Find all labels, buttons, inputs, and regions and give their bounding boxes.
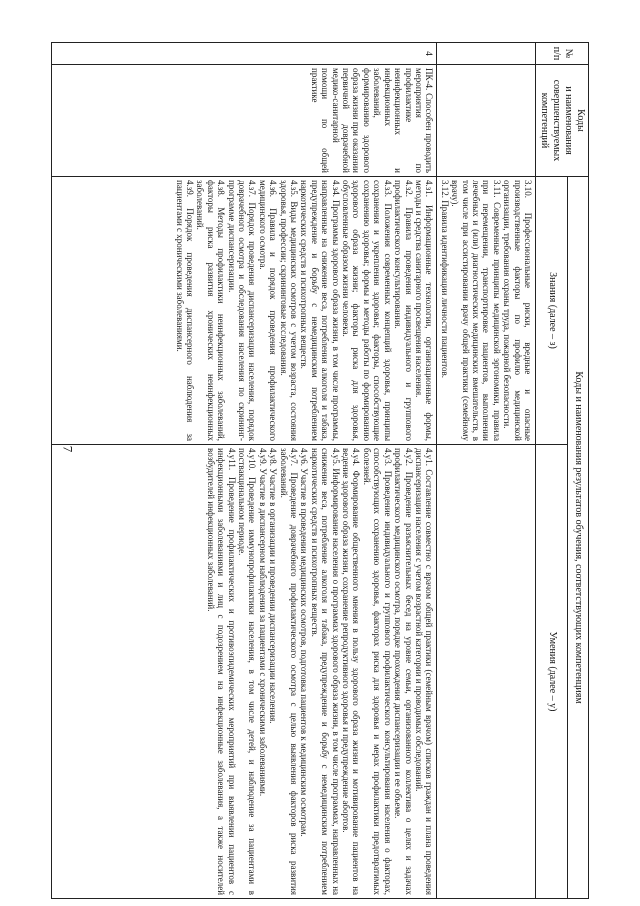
cell-competency-empty bbox=[437, 65, 536, 177]
row-number: 4 bbox=[52, 43, 437, 65]
list-item: 4.з7. Порядок проведения диспансеризации населения, порядок доврачебного осмотра и обследования населения по скрининг-программе диспансеризации. bbox=[226, 180, 258, 441]
header-competency-codes: Коды и наименования совершенствуемых компетенций bbox=[536, 65, 589, 177]
list-item: 4.у7. Проведение доврачебного профилактического осмотра с целью выявления факторов риска развития заболеваний. bbox=[278, 448, 300, 896]
list-item: 4.з9. Порядок проведения диспансерного наблюдения за пациентами с хроническими заболеваниями. bbox=[174, 180, 195, 441]
header-num: № п/п bbox=[536, 43, 589, 65]
list-item: 4.у10. Проведение иммунопрофилактики населения, в том числе детей, и наблюдение за пациентами в поствакцинальном периоде. bbox=[237, 448, 258, 896]
header-knowledge: Знания (далее – з) bbox=[536, 177, 568, 445]
document-sheet bbox=[51, 42, 589, 898]
table-row bbox=[52, 43, 437, 899]
list-item: 3.12. Правила идентификации личности пациентов. bbox=[439, 180, 450, 379]
list-item: 4.у3. Проведение индивидуального и группового профилактического консультирования населения о факторах, способствующих сохранению здоровья, факторах риска для здоровья и мерах профилактики предотвратимых болезней. bbox=[361, 448, 393, 896]
list-item: 4.з6. Правила и порядок проведения профилактического медицинского осмотра. bbox=[257, 180, 279, 441]
list-item: 4.з2. Правила проведения индивидуального и группового профилактического консультирования. bbox=[393, 180, 414, 441]
list-item: 4.у5. Информирование населения о программах здорового образа жизни, в том числе программах, направленных на снижение веса, потребление алкоголя и табака, предупреждение и борьбу с немедицинским потреблением наркотических средств и психотропных веществ. bbox=[309, 448, 341, 896]
header-results: Коды и наименования результатов обучения, соответствующих компетенциям bbox=[568, 177, 589, 899]
competency-table bbox=[51, 42, 589, 899]
list-item: 4.з8. Методы профилактики неинфекционных заболеваний, факторы риска развития хронических неинфекционных заболеваний. bbox=[195, 180, 227, 441]
list-item: 4.у4. Формирование общественного мнения в пользу здорового образа жизни и мотивирование пациентов на ведение здорового образа жизни, сохранение репродуктивного здоровья и предупреждение абортов. bbox=[341, 448, 362, 896]
list-item: 4.з1. Информационные технологии, организационные формы, методы и средства санитарного просвещения населения. bbox=[413, 180, 435, 441]
header-skills: Умения (далее – у) bbox=[536, 445, 568, 899]
cell-knowledge-cont bbox=[437, 177, 536, 445]
list-item: 4.у11. Проведение профилактических и противоэпидемических мероприятий при выявлении пациентов с инфекционными заболеваниями и лиц с подозрением на инфекционные заболевания, а также носителей возбудителей инфекционных заболеваний. bbox=[205, 448, 237, 896]
list-item: 4.у6. Участие в проведении медицинских осмотров, подготовка пациентов к медицинским осмотрам. bbox=[299, 448, 310, 837]
cell-knowledge-pk4 bbox=[52, 177, 437, 445]
competency-pk4: ПК-4. Способен проводить мероприятия по профилактике неинфекционных и инфекционных заболеваний, формированию здорового образа жизни при оказании первичной доврачебной медико-санитарной помощи по общей практике bbox=[52, 65, 437, 177]
table-row bbox=[437, 43, 536, 899]
list-item: 4.у2. Проведение разъяснительных бесед на уровне семьи, организованного коллектива о целях и задачах профилактического медицинского осмотра, порядке прохождения диспансеризации и ее объеме. bbox=[393, 448, 414, 896]
cell-skills-cont-empty bbox=[437, 445, 536, 899]
list-item: 4.з5. Виды медицинских осмотров с учетом возраста, состояния здоровья, профессии; скрининговые исследования. bbox=[278, 180, 300, 441]
list-item: 4.у9. Участие в диспансерном наблюдении за пациентами с хроническими заболеваниями. bbox=[257, 448, 268, 797]
list-item: 3.11. Современные принципы медицинской эргономики, правила при перемещении, транспортировке пациентов, выполнении лечебных и (или) диагностических медицинских вмешательств, в том числе при ассистировании врачу общей практики (семейному врачу). bbox=[450, 180, 502, 441]
cell-skills-pk4 bbox=[52, 445, 437, 899]
list-item: 4.у8. Участие в организации и проведении диспансеризации населения. bbox=[268, 448, 279, 724]
list-item: 4.у1. Составление совместно с врачом общей практики (семейным врачом) списков граждан и плана проведения диспансеризации населения с учетом возрастной категории и проводимых обследований. bbox=[413, 448, 435, 896]
list-item: 3.10. Профессиональные риски, вредные и опасные производственные факторы по профилю медицинской организации, требования охраны труда, пожарной безопасности. bbox=[502, 180, 533, 441]
cell-num-empty bbox=[437, 43, 536, 65]
page-number: 7 bbox=[60, 445, 76, 453]
list-item: 4.з4. Программы здорового образа жизни, в том числе программы, направленные на снижение веса, потребления алкоголя и табака, предупреждение и борьбу с немедицинским потреблением наркотических средств и психотропных веществ. bbox=[299, 180, 341, 441]
list-item: 4.з3. Положения современных концепций здоровья, принципы сохранения и укрепления здоровья; факторы, способствующие сохранению здоровья; формы и методы работы по формированию здорового образа жизни; факторы риска для здоровья, обусловленные образом жизни человека. bbox=[341, 180, 393, 441]
